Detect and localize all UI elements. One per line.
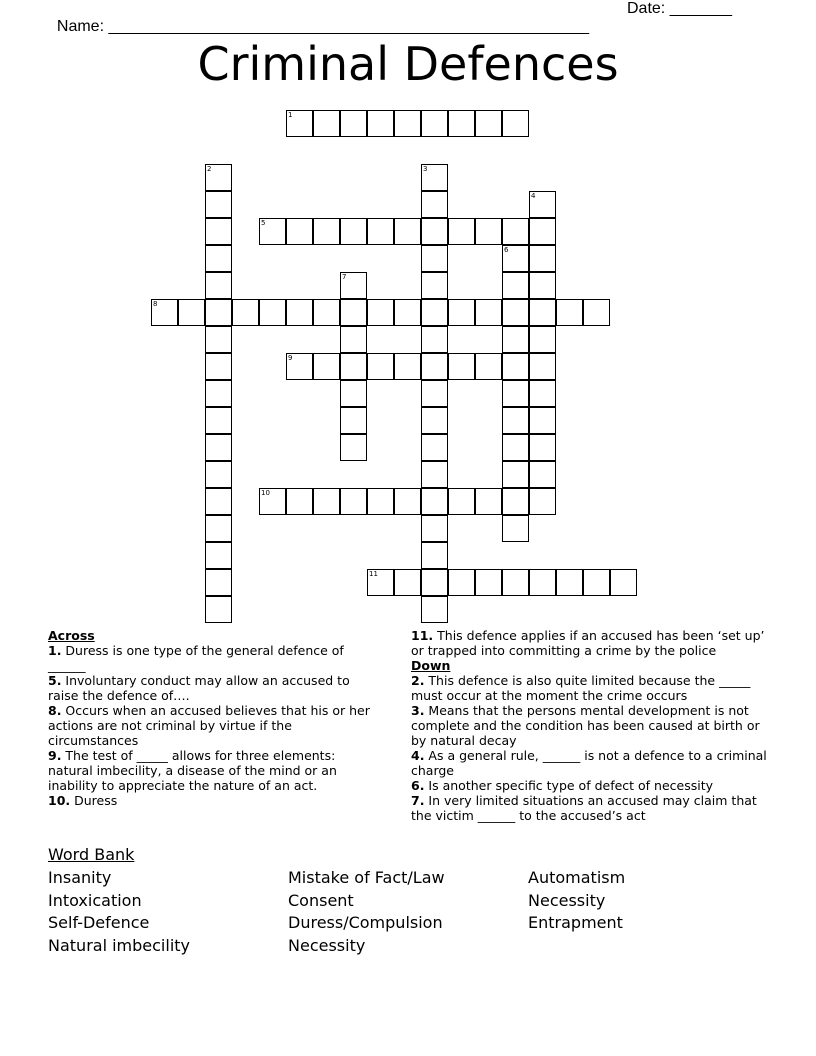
crossword-cell[interactable] — [529, 353, 556, 380]
crossword-cell[interactable] — [340, 326, 367, 353]
crossword-cell[interactable] — [313, 218, 340, 245]
crossword-cell[interactable] — [475, 569, 502, 596]
clue-across-11: 11. This defence applies if an accused has been ‘set up’ or trapped into committing a crime by the police — [411, 628, 765, 658]
clue-number-7: 7 — [342, 273, 347, 281]
crossword-cell[interactable] — [340, 488, 367, 515]
clue-down-3: 3. Means that the persons mental development is not complete and the condition has been caused at birth or by natural decay — [411, 703, 760, 748]
crossword-cell[interactable] — [556, 569, 583, 596]
clue-number-5: 5 — [261, 219, 266, 227]
crossword-cell[interactable] — [529, 407, 556, 434]
crossword-cell[interactable] — [367, 488, 394, 515]
crossword-cell[interactable] — [583, 299, 610, 326]
crossword-cell[interactable] — [178, 299, 205, 326]
crossword-cell[interactable] — [610, 569, 637, 596]
crossword-cell[interactable] — [340, 407, 367, 434]
crossword-cell[interactable] — [421, 272, 448, 299]
crossword-cell[interactable] — [502, 488, 529, 515]
crossword-cell[interactable] — [313, 488, 340, 515]
crossword-cell[interactable] — [340, 353, 367, 380]
crossword-cell[interactable] — [394, 488, 421, 515]
crossword-cell[interactable] — [205, 542, 232, 569]
crossword-cell[interactable] — [421, 245, 448, 272]
crossword-cell[interactable] — [475, 488, 502, 515]
crossword-cell[interactable] — [286, 299, 313, 326]
name-field-label[interactable]: Name: ______________________________________________________ — [56, 18, 589, 35]
crossword-cell[interactable] — [502, 569, 529, 596]
crossword-cell[interactable] — [475, 218, 502, 245]
crossword-cell[interactable] — [502, 461, 529, 488]
crossword-cell[interactable] — [205, 596, 232, 623]
crossword-cell[interactable] — [205, 299, 232, 326]
crossword-cell[interactable] — [502, 515, 529, 542]
clue-across-10: 10. Duress — [48, 793, 118, 808]
crossword-cell[interactable] — [394, 218, 421, 245]
crossword-cell[interactable] — [205, 461, 232, 488]
crossword-cell[interactable] — [421, 461, 448, 488]
crossword-cell[interactable] — [502, 110, 529, 137]
crossword-cell[interactable] — [421, 407, 448, 434]
crossword-cell[interactable] — [205, 191, 232, 218]
crossword-cell[interactable] — [448, 218, 475, 245]
crossword-cell[interactable] — [502, 434, 529, 461]
word-bank-item: Automatism — [528, 868, 626, 887]
crossword-cell[interactable] — [205, 488, 232, 515]
crossword-cell[interactable] — [421, 110, 448, 137]
crossword-cell[interactable] — [502, 272, 529, 299]
crossword-cell[interactable] — [421, 569, 448, 596]
clue-number-6: 6 — [504, 246, 509, 254]
crossword-cell[interactable] — [475, 299, 502, 326]
word-bank-item: Necessity — [528, 890, 606, 910]
crossword-cell[interactable] — [205, 218, 232, 245]
crossword-cell[interactable] — [340, 110, 367, 137]
crossword-cell[interactable] — [340, 299, 367, 326]
crossword-cell[interactable] — [529, 272, 556, 299]
clue-number-8: 8 — [153, 300, 158, 308]
crossword-cell[interactable] — [502, 218, 529, 245]
crossword-cell[interactable] — [448, 299, 475, 326]
crossword-cell[interactable] — [340, 218, 367, 245]
crossword-cell[interactable] — [205, 353, 232, 380]
crossword-cell[interactable] — [421, 353, 448, 380]
clues-right-column — [411, 628, 771, 823]
clue-number-3: 3 — [423, 165, 428, 173]
word-bank-item: Intoxication — [48, 890, 142, 910]
crossword-cell[interactable] — [394, 299, 421, 326]
crossword-cell[interactable] — [205, 434, 232, 461]
clue-number-2: 2 — [207, 165, 212, 173]
crossword-cell[interactable] — [394, 569, 421, 596]
down-heading: Down — [411, 658, 451, 673]
clue-across-1: 1. Duress is one type of the general defence of ______ — [48, 643, 344, 673]
crossword-cell[interactable] — [232, 299, 259, 326]
crossword-cell[interactable] — [448, 353, 475, 380]
crossword-cell[interactable] — [502, 380, 529, 407]
clue-down-7: 7. In very limited situations an accused may claim that the victim ______ to the accused’s act — [411, 793, 757, 823]
crossword-cell[interactable] — [529, 380, 556, 407]
crossword-cell[interactable] — [340, 434, 367, 461]
crossword-cell[interactable] — [421, 434, 448, 461]
word-bank-title: Word Bank — [48, 845, 135, 864]
crossword-cell[interactable] — [421, 191, 448, 218]
crossword-cell[interactable] — [421, 515, 448, 542]
crossword-cell[interactable] — [367, 353, 394, 380]
crossword-cell[interactable] — [205, 245, 232, 272]
crossword-cell[interactable] — [529, 245, 556, 272]
clue-number-9: 9 — [288, 354, 293, 362]
crossword-cell[interactable] — [313, 353, 340, 380]
crossword-cell[interactable] — [205, 515, 232, 542]
crossword-cell[interactable] — [367, 110, 394, 137]
crossword-cell[interactable] — [205, 326, 232, 353]
clue-number-1: 1 — [288, 111, 293, 119]
clue-down-2: 2. This defence is also quite limited because the _____ must occur at the moment the crime occurs — [411, 673, 751, 703]
crossword-cell[interactable] — [340, 380, 367, 407]
clue-number-10: 10 — [261, 489, 270, 497]
crossword-cell[interactable] — [367, 299, 394, 326]
crossword-cell[interactable] — [475, 353, 502, 380]
crossword-cell[interactable] — [421, 542, 448, 569]
crossword-cell[interactable] — [502, 407, 529, 434]
word-bank-column-2 — [288, 867, 445, 957]
crossword-cell[interactable] — [502, 299, 529, 326]
crossword-cell[interactable] — [529, 326, 556, 353]
word-bank-item: Necessity — [288, 935, 366, 955]
word-bank-item: Consent — [288, 890, 354, 910]
crossword-cell[interactable] — [502, 353, 529, 380]
crossword-cell[interactable] — [421, 218, 448, 245]
crossword-cell[interactable] — [286, 488, 313, 515]
crossword-cell[interactable] — [502, 326, 529, 353]
crossword-cell[interactable] — [556, 299, 583, 326]
crossword-cell[interactable] — [205, 569, 232, 596]
crossword-cell[interactable] — [286, 218, 313, 245]
clue-number-11: 11 — [369, 570, 378, 578]
clues-left-column — [48, 628, 380, 808]
crossword-cell[interactable] — [394, 353, 421, 380]
word-bank-column-1 — [48, 867, 190, 957]
word-bank-item: Self-Defence — [48, 913, 150, 933]
word-bank-item: Natural imbecility — [48, 935, 191, 955]
page-title: Criminal Defences — [197, 37, 619, 91]
crossword-cell[interactable] — [475, 110, 502, 137]
clue-across-8: 8. Occurs when an accused believes that his or her actions are not criminal by virtue if the circumstances — [48, 703, 370, 748]
crossword-cell[interactable] — [529, 569, 556, 596]
crossword-cell[interactable] — [205, 407, 232, 434]
crossword-cell[interactable] — [448, 110, 475, 137]
word-bank-column-3 — [528, 867, 625, 935]
crossword-cell[interactable] — [448, 488, 475, 515]
crossword-cell[interactable] — [313, 110, 340, 137]
crossword-cell[interactable] — [529, 488, 556, 515]
clue-across-9: 9. The test of _____ allows for three elements: natural imbecility, a disease of the mind or an inability to appreciate the nature of an act. — [48, 748, 337, 793]
clue-down-4: 4. As a general rule, ______ is not a defence to a criminal charge — [411, 748, 767, 778]
crossword-cell[interactable] — [529, 461, 556, 488]
crossword-cell[interactable] — [529, 218, 556, 245]
crossword-cell[interactable] — [421, 326, 448, 353]
crossword-cell[interactable] — [421, 299, 448, 326]
across-heading: Across — [48, 628, 95, 643]
word-bank-item: Mistake of Fact/Law — [288, 868, 445, 887]
crossword-cell[interactable] — [448, 569, 475, 596]
crossword-cell[interactable] — [205, 272, 232, 299]
crossword-cell[interactable] — [421, 488, 448, 515]
crossword-cell[interactable] — [529, 299, 556, 326]
crossword-cell[interactable] — [421, 380, 448, 407]
word-bank-item: Insanity — [48, 868, 112, 887]
crossword-cell[interactable] — [529, 434, 556, 461]
word-bank-item: Entrapment — [528, 913, 623, 933]
crossword-cell[interactable] — [205, 380, 232, 407]
crossword-cell[interactable] — [394, 110, 421, 137]
clue-across-5: 5. Involuntary conduct may allow an accused to raise the defence of…. — [48, 673, 350, 703]
crossword-cell[interactable] — [583, 569, 610, 596]
word-bank-item: Duress/Compulsion — [288, 913, 443, 933]
clue-down-6: 6. Is another specific type of defect of necessity — [411, 778, 714, 793]
crossword-cell[interactable] — [259, 299, 286, 326]
crossword-cell[interactable] — [421, 596, 448, 623]
clue-number-4: 4 — [531, 192, 536, 200]
crossword-cell[interactable] — [313, 299, 340, 326]
crossword-cell[interactable] — [367, 218, 394, 245]
date-field-label[interactable]: Date: _______ — [627, 0, 732, 17]
